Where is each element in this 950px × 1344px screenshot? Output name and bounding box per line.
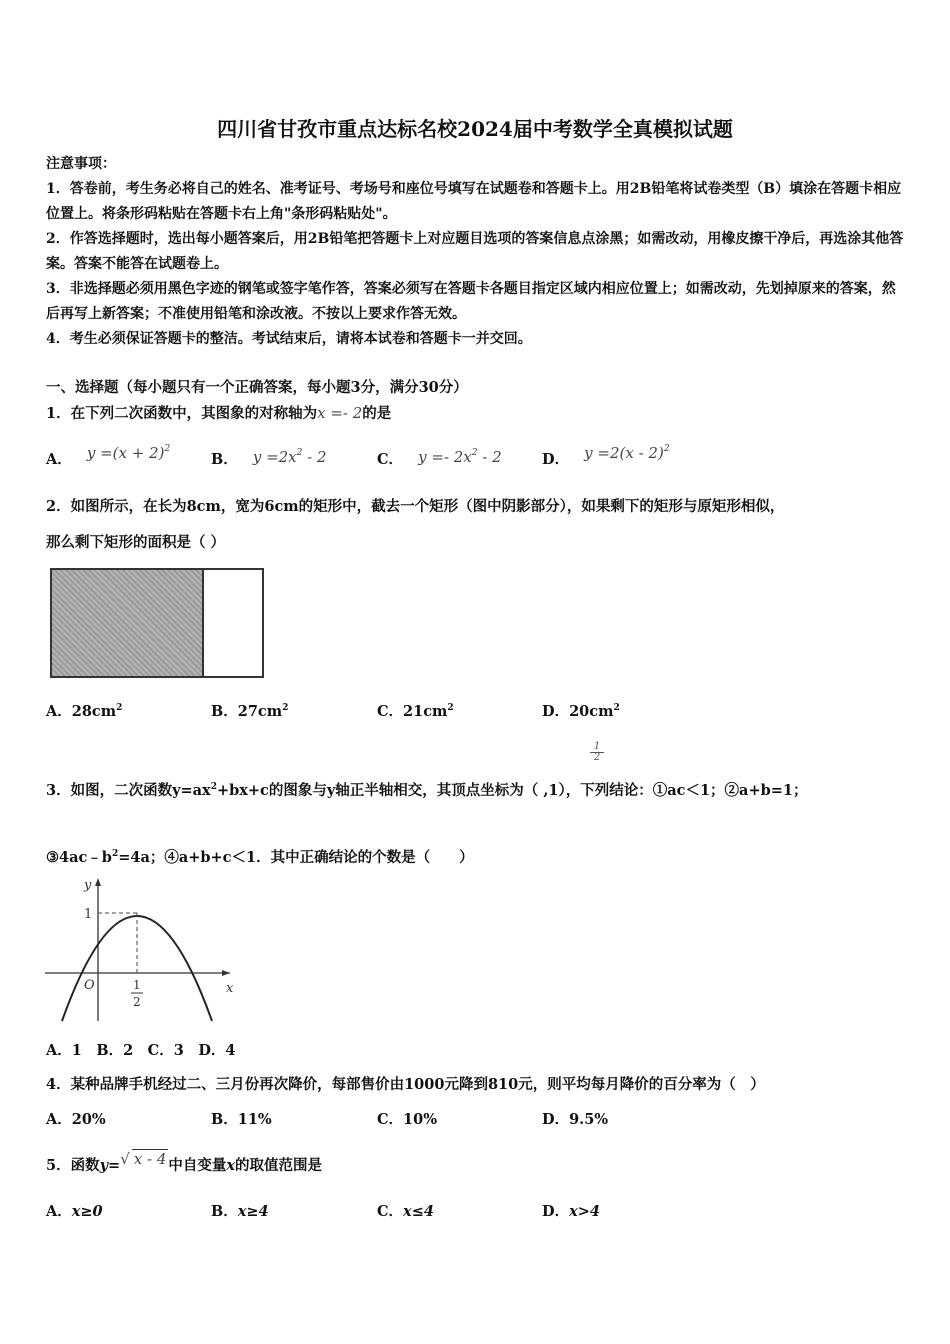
q1-stem-end: 的是 bbox=[362, 405, 392, 422]
notes-block bbox=[46, 152, 906, 352]
sqrt-expression: √ x - 4 bbox=[120, 1150, 167, 1168]
question-1-stem bbox=[46, 402, 391, 423]
q2-option-c[interactable]: C．$21cm^2$ bbox=[377, 703, 454, 720]
q2-option-b[interactable]: B．$27cm^2$ bbox=[211, 703, 289, 720]
q4-option-b[interactable]: B．11% bbox=[211, 1111, 272, 1128]
option-label: B． bbox=[211, 451, 238, 468]
shaded-region bbox=[52, 570, 204, 676]
q1-option-c-math: $y =- 2x^2 - 2$ bbox=[418, 448, 502, 466]
x-axis-arrow bbox=[222, 970, 230, 976]
rectangle-figure bbox=[50, 568, 264, 678]
section-heading: 一、选择题（每小题只有一个正确答案，每小题3分，满分30分） bbox=[46, 379, 468, 396]
q4-option-d[interactable]: D．9.5% bbox=[542, 1111, 609, 1128]
question-4-stem: 4．某种品牌手机经过二、三月份再次降价，每部售价由1000元降到810元，则平均每月降价的百分率为（ ） bbox=[46, 1076, 765, 1093]
y-tick-label: 1 bbox=[84, 907, 93, 922]
q1-option-a-math: $y =(x + 2)^2$ bbox=[86, 444, 171, 462]
question-5-stem: 5．函数y=√ x - 4 中自变量x的取值范围是 bbox=[46, 1150, 323, 1174]
q5-option-c[interactable]: C．x≤4 bbox=[377, 1203, 434, 1220]
q3-vertex-fraction: $\frac{1}{2}$ bbox=[590, 742, 604, 763]
page-title: 四川省甘孜市重点达标名校2024届中考数学全真模拟试题 bbox=[217, 117, 733, 141]
q1-stem-text: 1．在下列二次函数中，其图象的对称轴为 bbox=[46, 405, 318, 422]
q2-option-a[interactable]: A．$28cm^2$ bbox=[46, 703, 123, 720]
question-3-line1: 3．如图，二次函数$y=ax^2+bx+c$的图象与y轴正半轴相交，其顶点坐标为（ ,1），下列结论：①ac＜1；②a+b=1； bbox=[46, 782, 808, 799]
q4-option-a[interactable]: A．20% bbox=[46, 1111, 106, 1128]
q1-option-d-math: y =2(x - 2)$^2$ bbox=[584, 444, 670, 462]
y-axis-label: y bbox=[84, 878, 92, 893]
question-3-line2: $③4ac﹣b^2=4a$；④a+b+c＜1．其中正确结论的个数是（ ） bbox=[46, 849, 474, 866]
note-item: 3．非选择题必须用黑色字迹的钢笔或签字笔作答，答案必须写在答题卡各题目指定区域内相应位置上；如需改动，先划掉原来的答案，然后再写上新答案；不准使用铅笔和涂改液。不按以上要求作答无效。 bbox=[46, 281, 896, 322]
q1-option-a[interactable] bbox=[46, 444, 171, 469]
q5-option-d[interactable]: D．x>4 bbox=[542, 1203, 600, 1220]
question-2-line2: 那么剩下矩形的面积是（ ） bbox=[46, 534, 226, 551]
x-tick-numerator: 1 bbox=[133, 978, 141, 992]
q2-option-d[interactable]: D．$20cm^2$ bbox=[542, 703, 620, 720]
q1-option-c[interactable] bbox=[377, 448, 502, 469]
note-item: 4．考生必须保证答题卡的整洁。考试结束后，请将本试卷和答题卡一并交回。 bbox=[46, 331, 532, 347]
q3-options[interactable]: A．1 B．2 C．3 D．4 bbox=[46, 1042, 236, 1059]
option-label: D． bbox=[542, 451, 570, 468]
parabola-graph bbox=[40, 873, 240, 1023]
q1-option-b-math: $y =2x^2 - 2$ bbox=[252, 448, 327, 466]
option-label: C． bbox=[377, 451, 404, 468]
q1-option-d[interactable] bbox=[542, 444, 670, 469]
q4-option-c[interactable]: C．10% bbox=[377, 1111, 437, 1128]
x-axis-label: x bbox=[226, 981, 234, 996]
option-label: A． bbox=[46, 451, 72, 468]
q1-stem-math: x =- 2 bbox=[317, 404, 363, 422]
question-2-line1: 2．如图所示，在长为8cm，宽为6cm的矩形中，截去一个矩形（图中阴影部分），如果剩下的矩形与原矩形相似， bbox=[46, 498, 785, 515]
y-axis-arrow bbox=[95, 878, 101, 886]
origin-label: O bbox=[84, 978, 95, 993]
note-item: 1．答卷前，考生务必将自己的姓名、准考证号、考场号和座位号填写在试题卷和答题卡上。用2B铅笔将试卷类型（B）填涂在答题卡相应位置上。将条形码粘贴在答题卡右上角"条形码粘贴处"。 bbox=[46, 181, 902, 222]
q5-option-b[interactable]: B．x≥4 bbox=[211, 1203, 269, 1220]
notes-heading: 注意事项： bbox=[46, 156, 116, 172]
q5-option-a[interactable]: A．x≥0 bbox=[46, 1203, 103, 1220]
note-item: 2．作答选择题时，选出每小题答案后，用2B铅笔把答题卡上对应题目选项的答案信息点涂黑；如需改动，用橡皮擦干净后，再选涂其他答案。答案不能答在试题卷上。 bbox=[46, 231, 904, 272]
x-tick-denominator: 2 bbox=[133, 995, 141, 1009]
q1-option-b[interactable] bbox=[211, 448, 327, 469]
